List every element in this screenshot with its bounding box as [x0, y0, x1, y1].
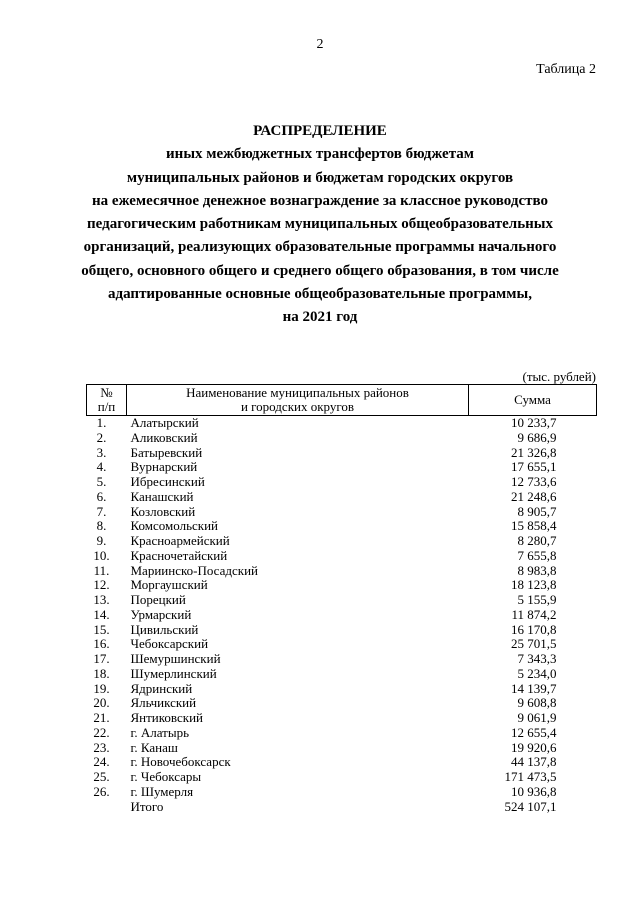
- row-number: 1.: [96, 415, 107, 430]
- row-sum: 21 248,6: [511, 489, 557, 504]
- table-label: Таблица 2: [536, 62, 596, 77]
- table-row: [87, 549, 597, 564]
- title-line: организаций, реализующих образовательные программы начального: [83, 239, 557, 256]
- row-number: 7.: [96, 504, 107, 519]
- document-title: [60, 120, 580, 330]
- table-row: [87, 416, 597, 431]
- row-sum: 171 473,5: [504, 770, 557, 784]
- row-sum: 44 137,8: [511, 755, 557, 770]
- row-name: Козловский: [130, 504, 196, 519]
- row-name: Алатырский: [130, 415, 199, 430]
- header-sum: Сумма: [469, 385, 597, 416]
- table-row: [87, 711, 597, 726]
- table-row: [87, 682, 597, 697]
- title-line: адаптированные основные общеобразовательные программы,: [108, 286, 532, 303]
- table-row: [87, 490, 597, 505]
- row-sum: 12 733,6: [511, 475, 557, 489]
- row-number: 21.: [93, 711, 110, 725]
- row-name: Аликовский: [130, 430, 198, 445]
- row-name: Красночетайский: [130, 548, 228, 563]
- row-number: 14.: [93, 607, 110, 622]
- row-name: Канашский: [130, 489, 194, 504]
- row-sum: 9 608,8: [517, 696, 557, 711]
- table-row: [87, 755, 597, 770]
- row-number: 23.: [93, 740, 110, 755]
- table-row: [87, 534, 597, 549]
- row-name: г. Чебоксары: [130, 770, 202, 784]
- header-number: № п/п: [87, 385, 127, 416]
- row-name: Ядринский: [130, 681, 193, 696]
- row-sum: 9 061,9: [517, 711, 557, 725]
- row-number: 9.: [96, 534, 107, 548]
- table-row: [87, 519, 597, 534]
- table-body: [87, 416, 597, 815]
- table-row: [87, 652, 597, 667]
- row-number: 15.: [93, 622, 110, 637]
- row-number: 18.: [93, 666, 110, 681]
- total-sum: 524 107,1: [504, 799, 557, 814]
- row-sum: 7 655,8: [517, 548, 557, 563]
- row-sum: 15 858,4: [511, 519, 557, 534]
- row-name: Шемуршинский: [130, 652, 221, 666]
- title-line: на ежемесячное денежное вознаграждение за классное руководство: [92, 192, 548, 209]
- row-name: Батыревский: [130, 445, 203, 460]
- row-sum: 5 234,0: [517, 666, 557, 681]
- row-name: Шумерлинский: [130, 666, 217, 681]
- table-row: [87, 593, 597, 608]
- table-header-row: [87, 385, 597, 416]
- row-name: г. Шумерля: [130, 784, 194, 799]
- row-number: 5.: [96, 475, 107, 489]
- table-row: [87, 446, 597, 461]
- title-line: на 2021 год: [282, 309, 358, 326]
- row-name: Ибресинский: [130, 475, 205, 489]
- distribution-table: [86, 384, 597, 814]
- total-number-cell: [87, 800, 127, 815]
- table-row: [87, 770, 597, 785]
- row-sum: 9 686,9: [517, 430, 557, 445]
- row-sum: 7 343,3: [517, 652, 557, 666]
- row-number: 2.: [96, 430, 107, 445]
- row-sum: 11 874,2: [511, 607, 557, 622]
- row-number: 12.: [93, 578, 110, 593]
- title-line: педагогическим работникам муниципальных общеобразовательных: [87, 216, 553, 233]
- row-name: Моргаушский: [130, 578, 208, 593]
- row-sum: 17 655,1: [511, 460, 557, 475]
- table-row: [87, 505, 597, 520]
- row-number: 20.: [93, 696, 110, 711]
- row-name: Вурнарский: [130, 460, 198, 475]
- table-row: [87, 578, 597, 593]
- row-sum: 8 905,7: [517, 504, 557, 519]
- table-row: [87, 726, 597, 741]
- row-name: Чебоксарский: [130, 637, 209, 652]
- table-row: [87, 785, 597, 800]
- row-number: 4.: [96, 460, 107, 475]
- row-sum: 5 155,9: [517, 593, 557, 607]
- unit-label: (тыс. рублей): [522, 369, 596, 384]
- row-name: Красноармейский: [130, 534, 230, 548]
- title-line: общего, основного общего и среднего общего образования, в том числе: [81, 262, 559, 279]
- header-name: Наименование муниципальных районов и городских округов: [127, 385, 469, 416]
- row-sum: 8 280,7: [517, 534, 557, 548]
- row-number: 24.: [93, 755, 110, 770]
- row-sum: 10 233,7: [511, 415, 557, 430]
- table-row: [87, 475, 597, 490]
- table-row: [87, 623, 597, 638]
- row-sum: 14 139,7: [511, 681, 557, 696]
- row-sum: 16 170,8: [511, 622, 557, 637]
- row-sum: 21 326,8: [511, 445, 557, 460]
- row-name: г. Канаш: [130, 740, 178, 755]
- row-name: г. Алатырь: [130, 725, 190, 740]
- row-name: Комсомольский: [130, 519, 218, 534]
- table-row: [87, 431, 597, 446]
- row-name: Мариинско-Посадский: [130, 563, 258, 578]
- table-row: [87, 608, 597, 623]
- row-name: Урмарский: [130, 607, 192, 622]
- row-number: 3.: [96, 445, 107, 460]
- row-number: 10.: [93, 548, 110, 563]
- row-sum: 8 983,8: [517, 563, 557, 578]
- row-number: 13.: [93, 593, 110, 607]
- table-row: [87, 667, 597, 682]
- title-line: муниципальных районов и бюджетам городских округов: [126, 169, 514, 186]
- row-sum: 12 655,4: [511, 725, 557, 740]
- row-number: 8.: [96, 519, 107, 534]
- row-name: Яльчикский: [130, 696, 197, 711]
- page-number: 2: [316, 37, 324, 52]
- row-name: Цивильский: [130, 622, 199, 637]
- row-name: Порецкий: [130, 593, 186, 607]
- row-sum: 10 936,8: [511, 784, 557, 799]
- title-line: РАСПРЕДЕЛЕНИЕ: [253, 123, 387, 139]
- row-number: 11.: [93, 563, 110, 578]
- row-number: 17.: [93, 652, 110, 666]
- total-row: [87, 800, 597, 815]
- table-row: [87, 460, 597, 475]
- row-number: 6.: [96, 489, 107, 504]
- row-number: 19.: [93, 681, 110, 696]
- table-row: [87, 741, 597, 756]
- total-label: Итого: [130, 799, 164, 814]
- table-row: [87, 696, 597, 711]
- row-number: 22.: [93, 725, 110, 740]
- row-name: Янтиковский: [130, 711, 203, 725]
- row-sum: 25 701,5: [511, 637, 557, 652]
- row-sum: 18 123,8: [511, 578, 557, 593]
- table-row: [87, 637, 597, 652]
- table-row: [87, 564, 597, 579]
- title-line: иных межбюджетных трансфертов бюджетам: [166, 146, 474, 163]
- row-name: г. Новочебоксарск: [130, 755, 231, 770]
- row-number: 26.: [93, 784, 110, 799]
- row-number: 25.: [93, 770, 110, 784]
- row-number: 16.: [93, 637, 110, 652]
- row-sum: 19 920,6: [511, 740, 557, 755]
